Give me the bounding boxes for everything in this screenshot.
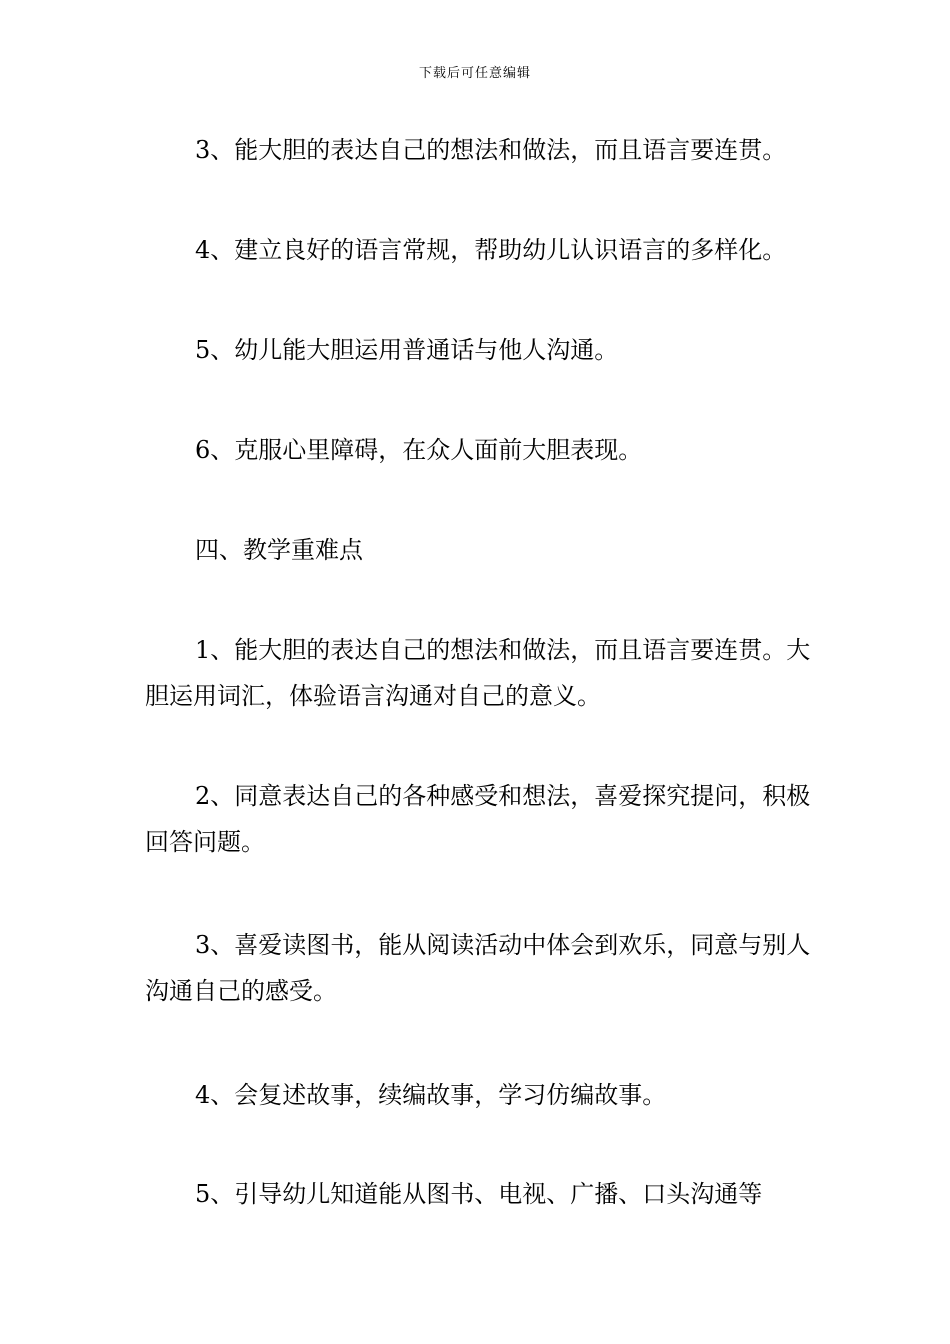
- paragraph-goal-3: 3、能大胆的表达自己的想法和做法，而且语言要连贯。: [195, 136, 787, 164]
- paragraph-key-point-1: 1、能大胆的表达自己的想法和做法，而且语言要连贯。大胆运用词汇，体验语言沟通对自己的意义。: [145, 636, 811, 710]
- paragraph-key-point-2: 2、同意表达自己的各种感受和想法，喜爱探究提问，积极回答问题。: [145, 782, 811, 856]
- paragraph-goal-4: 4、建立良好的语言常规，帮助幼儿认识语言的多样化。: [195, 236, 787, 264]
- paragraph-key-point-5: 5、引导幼儿知道能从图书、电视、广播、口头沟通等: [195, 1180, 763, 1208]
- paragraph-goal-5: 5、幼儿能大胆运用普通话与他人沟通。: [195, 336, 619, 364]
- section-heading: 四、教学重难点: [195, 536, 363, 564]
- paragraph-key-point-3: 3、喜爱读图书，能从阅读活动中体会到欢乐，同意与别人沟通自己的感受。: [145, 931, 811, 1005]
- page-header: 下载后可任意编辑: [418, 66, 531, 81]
- paragraph-goal-6: 6、克服心里障碍，在众人面前大胆表现。: [195, 436, 643, 464]
- paragraph-key-point-4: 4、会复述故事，续编故事，学习仿编故事。: [195, 1081, 667, 1109]
